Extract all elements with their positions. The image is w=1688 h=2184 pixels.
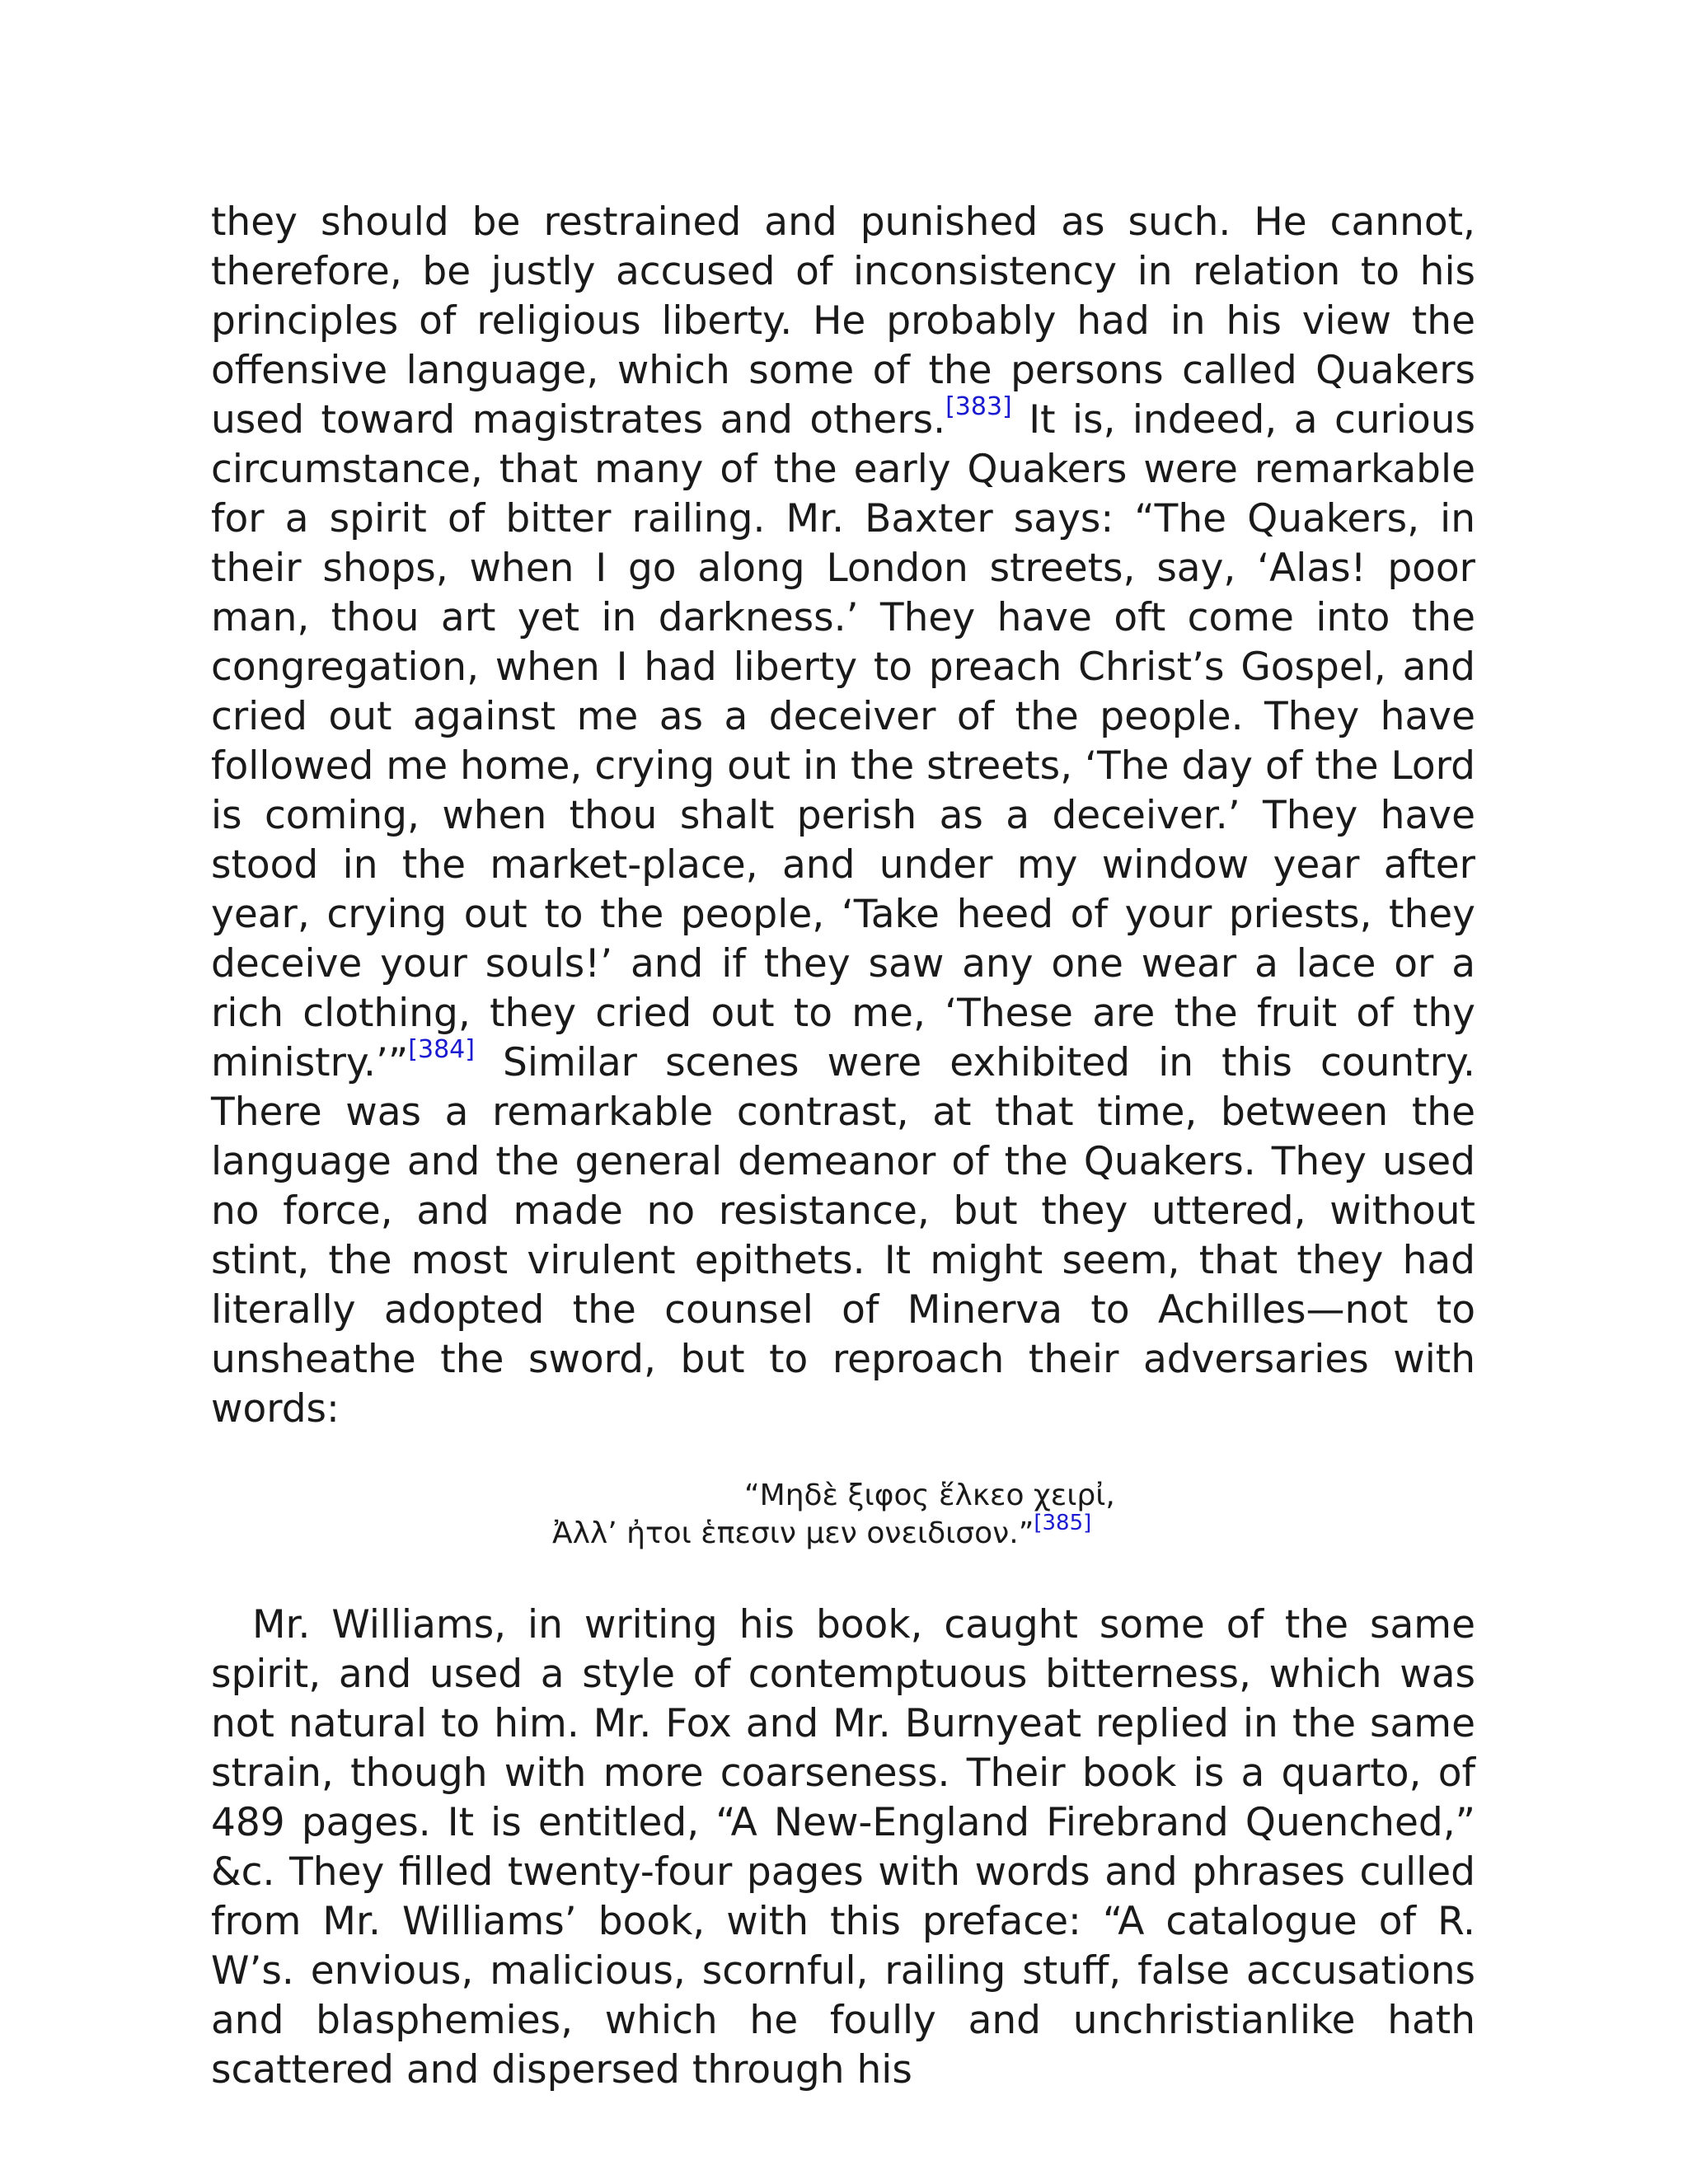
paragraph-1	[211, 198, 1475, 1434]
paragraph-1-part-3: Similar scenes were exhibited in this country. There was a remarkable contrast, at that time, between the language and the general demeanor of the Quakers. They used no force, and made no resistance, but they uttered, without stint, the most virulent epithets. It might seem, that they had literally adopted the counsel of Minerva to Achilles—not to unsheathe the sword, but to reproach their adversaries with words:	[211, 1040, 1475, 1432]
verse-line-1: “Μηδὲ ξιφος ἕλκεο χειρἰ,	[744, 1479, 1115, 1512]
page-content	[211, 198, 1475, 2095]
greek-verse-quote	[211, 1477, 1475, 1553]
verse-line-2	[211, 1511, 1475, 1553]
footnote-link-383[interactable]: [383]	[945, 392, 1012, 421]
verse-line-2-text: Ἀλλ’ ἠτοι ἑπεσιν μεν ονειδισον.”	[552, 1516, 1034, 1550]
footnote-link-385[interactable]: [385]	[1034, 1511, 1092, 1535]
paragraph-2: Mr. Williams, in writing his book, caught some of the same spirit, and used a style of contemptuous bitterness, which was not natural to him. Mr. Fox and Mr. Burnyeat replied in the same strain, though with more coarseness. Their book is a quarto, of 489 pages. It is entitled, “A New-England Firebrand Quenched,” &c. They filled twenty-four pages with words and phrases culled from Mr. Williams’ book, with this preface: “A catalogue of R. W’s. envious, malicious, scornful, railing stuff, false accusations and blasphemies, which he foully and unchristianlike hath scattered and dispersed through his	[211, 1602, 1475, 2093]
footnote-link-384[interactable]: [384]	[408, 1035, 475, 1064]
paragraph-1-part-2: It is, indeed, a curious circumstance, that many of the early Quakers were remarkable for a spirit of bitter railing. Mr. Baxter says: “The Quakers, in their shops, when I go along London streets, say, ‘Alas! poor man, thou art yet in darkness.’ They have oft come into the congregation, when I had liberty to preach Christ’s Gospel, and cried out against me as a deceiver of the people. They have followed me home, crying out in the streets, ‘The day of the Lord is coming, when thou shalt perish as a deceiver.’ They have stood in the market-place, and under my window year after year, crying out to the people, ‘Take heed of your priests, they deceive your souls!’ and if they saw any one wear a lace or a rich clothing, they cried out to me, ‘These are the fruit of thy ministry.’”	[211, 397, 1475, 1085]
paragraph-1-part-1: they should be restrained and punished as such. He cannot, therefore, be justly accused of inconsistency in relation to his principles of religious liberty. He probably had in his view the offensive language, which some of the persons called Quakers used toward magistrates and others.	[211, 199, 1475, 443]
